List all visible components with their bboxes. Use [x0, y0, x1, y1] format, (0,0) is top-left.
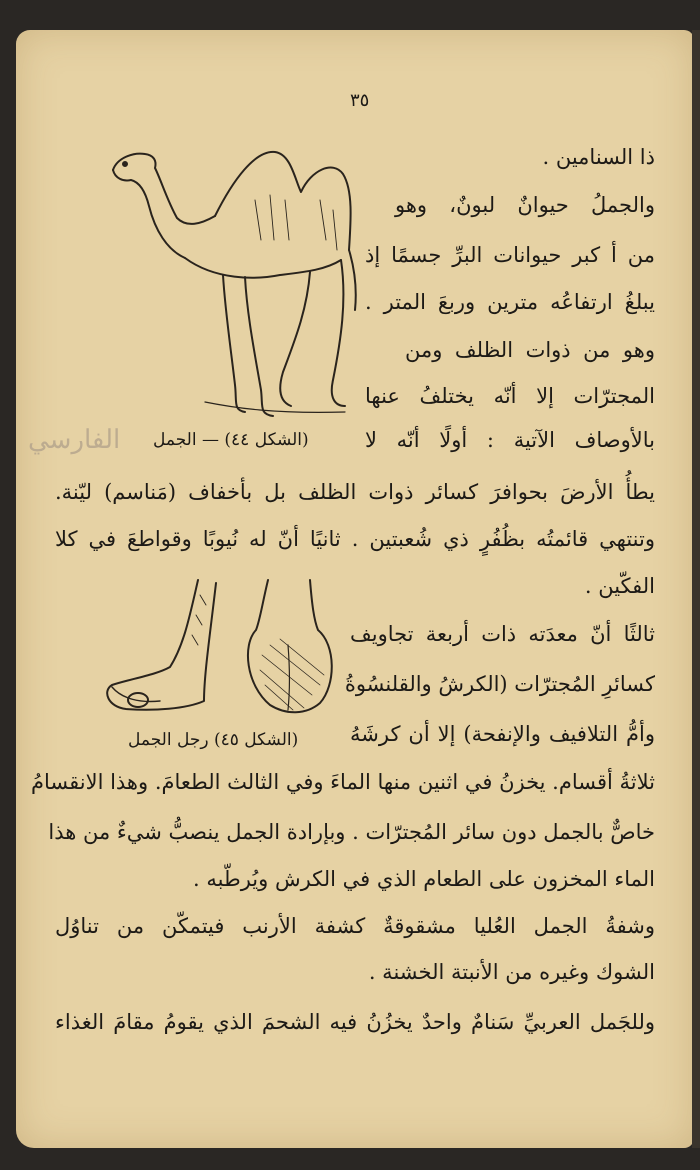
text-line-15: خاصٌّ بالجمل دون سائر المُجترّات . وبإرادة الجمل ينصبُّ شيءٌ من هذا: [48, 820, 655, 844]
text-line-1: ذا السنامين .: [542, 145, 655, 169]
text-line-2: والجملُ حيوانٌ لبونٌ، وهو: [395, 193, 655, 217]
camel-figure-caption: (الشكل ٤٤) — الجمل: [153, 430, 309, 450]
text-line-10: الفكّين .: [584, 574, 655, 598]
camel-illustration-icon: [105, 140, 365, 430]
text-line-18: الشوك وغيره من الأنبتة الخشنة .: [368, 960, 655, 984]
text-line-4: يبلغُ ارتفاعُه مترين وربعَ المتر .: [365, 290, 655, 314]
text-line-11: ثالثًا أنّ معدَته ذات أربعة تجاويف: [350, 622, 655, 646]
page-edge: [692, 30, 700, 1148]
text-line-7: بالأوصاف الآتية : أولًا أنّه لا: [365, 428, 655, 452]
text-line-17: وشفةُ الجمل العُليا مشقوقةٌ كشفة الأرنب فيتمكّن من تناوُل: [55, 914, 655, 938]
text-line-19: وللجَمل العربيِّ سَنامٌ واحدٌ يخزُنُ فيه الشحمَ الذي يقومُ مقامَ الغذاء: [55, 1010, 655, 1034]
text-line-13: وأمُّ التلافيف والإنفحة) إلا أن كرشَهُ: [350, 722, 655, 746]
text-line-14: ثلاثةُ أقسام. يخزنُ في اثنين منها الماءَ وفي الثالث الطعامَ. وهذا الانقسامُ: [30, 770, 655, 794]
page-number: ٣٥: [350, 90, 370, 111]
library-stamp: الفارسي: [28, 425, 121, 455]
text-line-12: كسائرِ المُجترّات (الكرشُ والقلنسُوةُ: [344, 672, 655, 696]
text-line-5: وهو من ذوات الظلف ومن: [405, 338, 655, 362]
text-line-6: المجترّات إلا أنّه يختلفُ عنها: [365, 384, 655, 408]
text-line-16: الماء المخزون على الطعام الذي في الكرش ويُرطّبه .: [193, 867, 655, 891]
camel-foot-illustration-icon: [100, 575, 340, 720]
text-line-3: من أ كبر حيوانات البرِّ جسمًا إذ: [365, 243, 655, 267]
foot-figure-caption: (الشكل ٤٥) رجل الجمل: [128, 730, 299, 750]
text-line-8: يطأُ الأرضَ بحوافرَ كسائر ذوات الظلف بل بأخفاف (مَناسم) ليّنة.: [55, 480, 655, 504]
text-line-9: وتنتهي قائمتُه بظُفُرٍ ذي شُعبتين . ثانيًا أنّ له نُيوبًا وقواطعَ في كلا: [55, 527, 655, 551]
